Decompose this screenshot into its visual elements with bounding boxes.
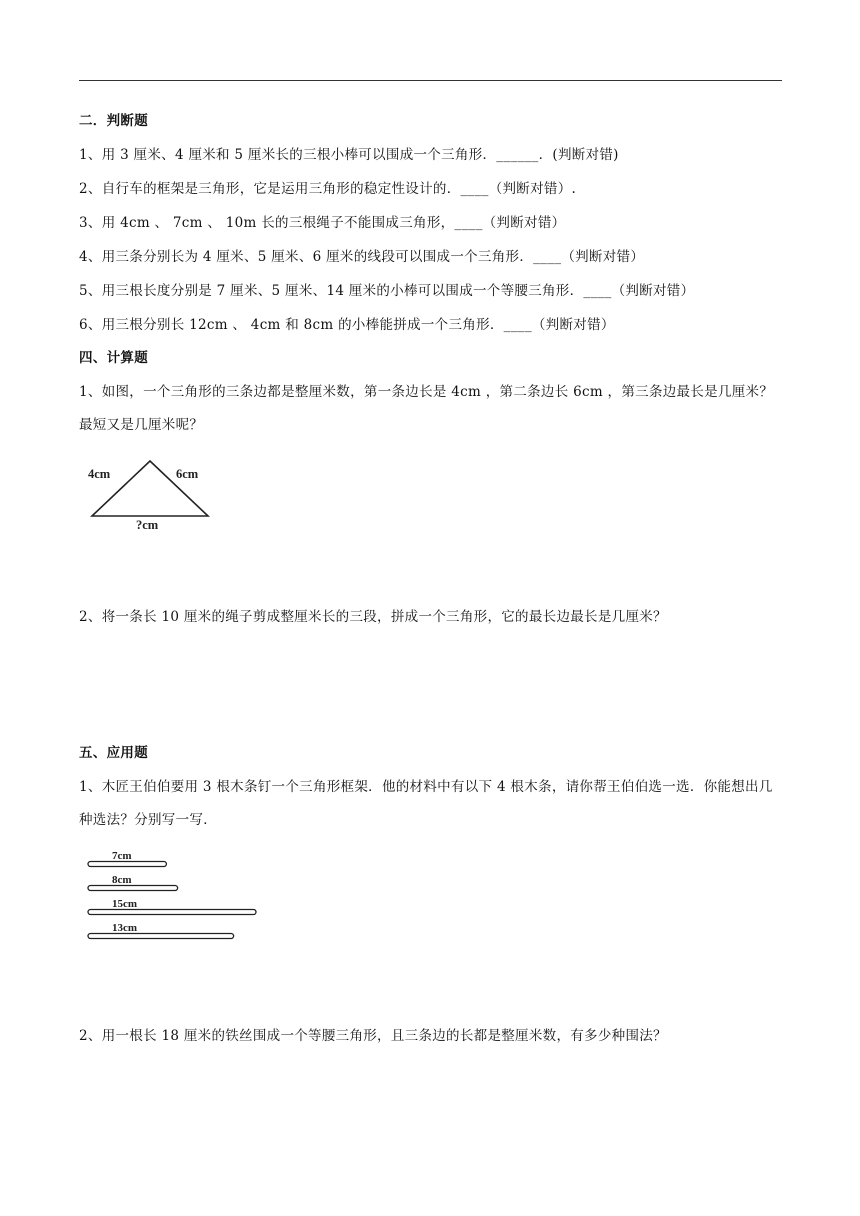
stick-label-4: 13cm (112, 922, 138, 934)
stick-label-2: 8cm (112, 874, 132, 886)
judge-item-1: 1、用 3 厘米、4 厘米和 5 厘米长的三根小棒可以围成一个三角形．______．(判断对错) (79, 147, 619, 163)
section-heading-judge: 二．判断题 (79, 113, 148, 129)
stick-3 (88, 910, 256, 915)
judge-item-4: 4、用三条分别长为 4 厘米、5 厘米、6 厘米的线段可以围成一个三角形．____（判断对错） (79, 249, 645, 265)
triangle-figure (80, 452, 220, 532)
calc-question-2: 2、将一条长 10 厘米的绳子剪成整厘米长的三段，拼成一个三角形，它的最长边最长是几厘米？ (79, 609, 667, 625)
apply-question-1: 1、木匠王伯伯要用 3 根木条钉一个三角形框架．他的材料中有以下 4 根木条，请你帮王伯伯选一选．你能想出几种选法？分别写一写． (79, 779, 773, 828)
section-heading-apply: 五、应用题 (79, 745, 148, 761)
triangle-right-label: 6cm (176, 467, 199, 481)
stick-label-1: 7cm (112, 850, 132, 862)
calc-question-1: 1、如图，一个三角形的三条边都是整厘米数，第一条边长是 4cm ，第二条边长 6cm ，第三条边最长是几厘米？最短又是几厘米呢？ (79, 384, 774, 433)
sticks-figure (80, 844, 270, 944)
judge-item-3: 3、用 4cm 、 7cm 、 10m 长的三根绳子不能围成三角形，____（判断对错） (79, 215, 566, 231)
judge-item-6: 6、用三根分别长 12cm 、 4cm 和 8cm 的小棒能拼成一个三角形．____（判断对错） (79, 317, 615, 333)
stick-1 (88, 862, 166, 867)
stick-label-3: 15cm (112, 898, 138, 910)
triangle-bottom-label: ?cm (136, 518, 159, 532)
judge-item-2: 2、自行车的框架是三角形，它是运用三角形的稳定性设计的．____（判断对错）. (79, 181, 577, 197)
stick-4 (88, 934, 234, 939)
apply-question-2: 2、用一根长 18 厘米的铁丝围成一个等腰三角形，且三条边的长都是整厘米数，有多少种围法？ (79, 1028, 667, 1044)
judge-item-5: 5、用三根长度分别是 7 厘米、5 厘米、14 厘米的小棒可以围成一个等腰三角形．____（判断对错） (79, 283, 695, 299)
header-rule (79, 80, 782, 81)
stick-2 (88, 886, 178, 891)
triangle-left-label: 4cm (88, 467, 111, 481)
section-heading-calc: 四、计算题 (79, 350, 148, 366)
